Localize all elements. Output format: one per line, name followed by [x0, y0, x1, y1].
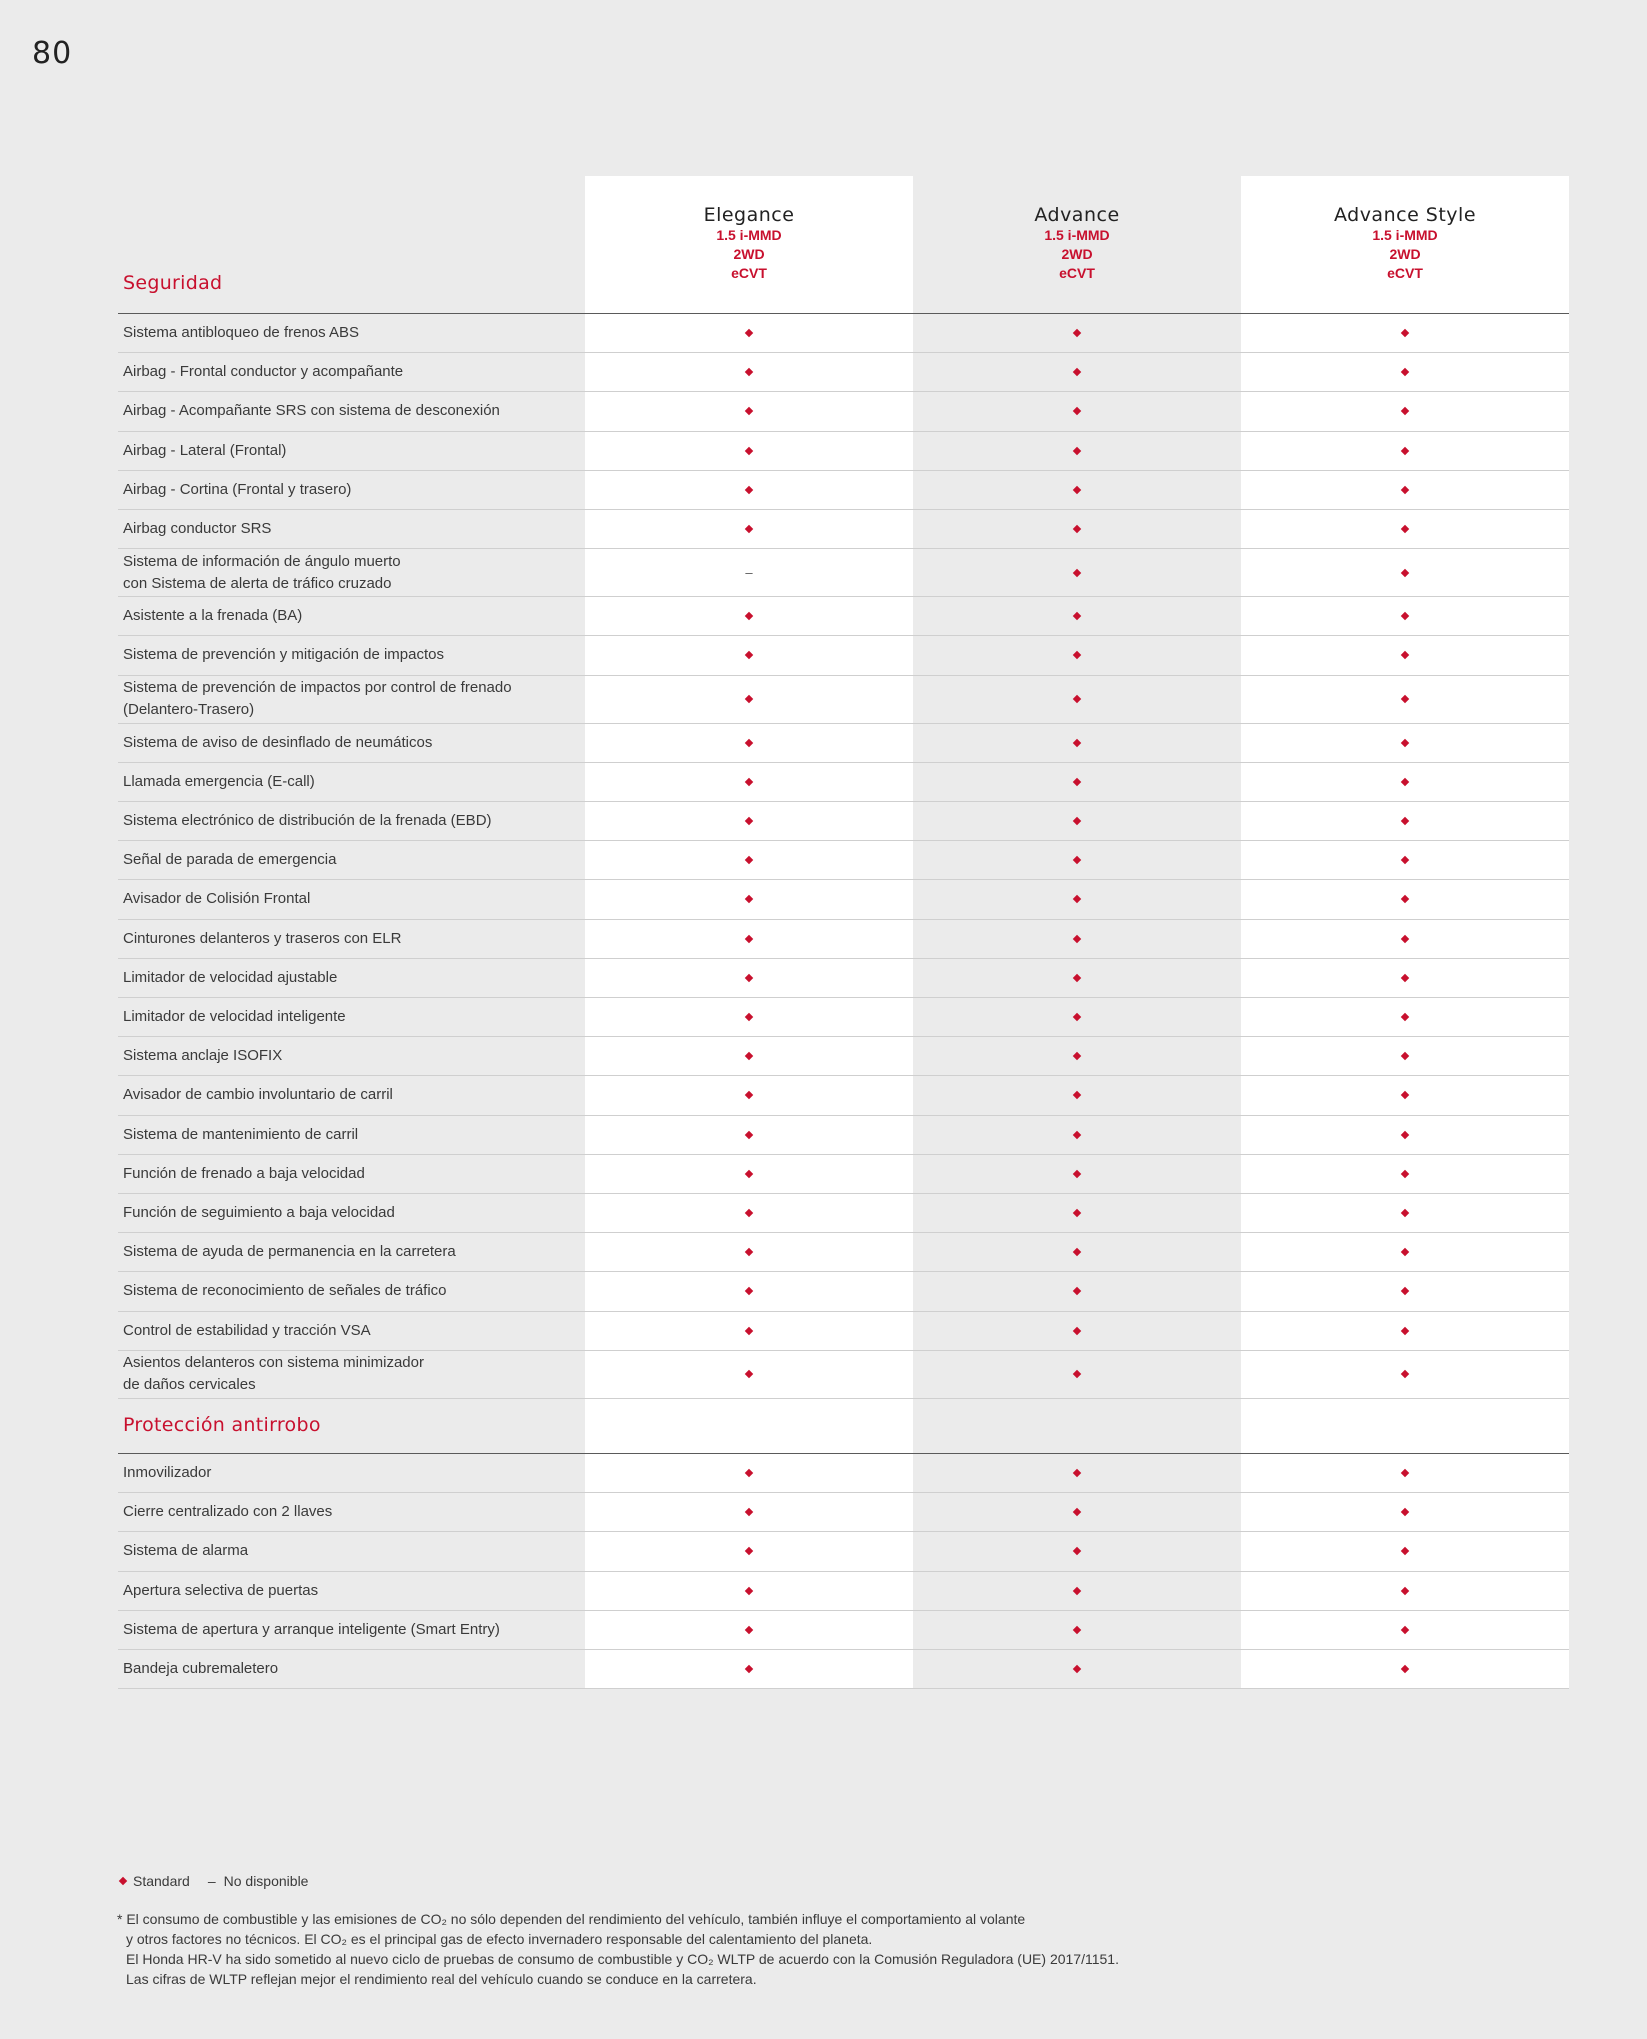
standard-diamond-icon [1073, 1508, 1081, 1516]
feature-label: Sistema de apertura y arranque inteligente (Smart Entry) [123, 1620, 500, 1638]
standard-diamond-icon [1073, 1287, 1081, 1295]
table-row [118, 1076, 1569, 1115]
standard-diamond-icon [1401, 651, 1409, 659]
feature-label: Control de estabilidad y tracción VSA [123, 1321, 371, 1339]
legend-not-available: No disponible [223, 1873, 309, 1889]
table-row [118, 1116, 1569, 1155]
table-row [118, 763, 1569, 802]
feature-cell [1241, 636, 1569, 674]
section-title: Protección antirrobo [123, 1414, 321, 1436]
feature-cell [585, 1650, 913, 1688]
table-row [118, 314, 1569, 353]
standard-diamond-icon [1401, 407, 1409, 415]
standard-diamond-icon [1073, 651, 1081, 659]
standard-diamond-icon [745, 1209, 753, 1217]
feature-cell [585, 1351, 913, 1398]
feature-label: Apertura selectiva de puertas [123, 1581, 319, 1599]
feature-cell [585, 636, 913, 674]
feature-cell [1241, 676, 1569, 723]
feature-cell [585, 998, 913, 1036]
feature-cell [1241, 353, 1569, 391]
standard-diamond-icon [1401, 329, 1409, 337]
standard-diamond-icon [1401, 1326, 1409, 1334]
feature-cell [913, 1532, 1241, 1570]
standard-diamond-icon [1073, 568, 1081, 576]
feature-cell [1241, 1572, 1569, 1610]
model-elegance [585, 176, 913, 313]
feature-cell [913, 1454, 1241, 1492]
model-name: Elegance [703, 204, 795, 226]
feature-cell [585, 1272, 913, 1310]
feature-cell [585, 471, 913, 509]
standard-diamond-icon [1401, 1248, 1409, 1256]
model-spec-transmission: eCVT [731, 265, 767, 281]
standard-diamond-icon [745, 329, 753, 337]
feature-cell [585, 1037, 913, 1075]
feature-cell [913, 1155, 1241, 1193]
table-row [118, 1351, 1569, 1399]
feature-cell [913, 549, 1241, 596]
feature-cell [913, 636, 1241, 674]
standard-diamond-icon [1401, 778, 1409, 786]
feature-label: Sistema anclaje ISOFIX [123, 1047, 283, 1065]
feature-cell [585, 841, 913, 879]
feature-cell [585, 1312, 913, 1350]
table-row [118, 353, 1569, 392]
standard-diamond-icon [1401, 1508, 1409, 1516]
standard-diamond-icon [1401, 856, 1409, 864]
standard-diamond-icon [1401, 895, 1409, 903]
table-row [118, 1611, 1569, 1650]
feature-cell [585, 802, 913, 840]
feature-cell [913, 1312, 1241, 1350]
feature-label: Asistente a la frenada (BA) [123, 607, 303, 625]
standard-diamond-icon [1073, 1248, 1081, 1256]
feature-cell [1241, 763, 1569, 801]
feature-cell [913, 392, 1241, 430]
feature-cell [1241, 471, 1569, 509]
feature-label: Sistema de alarma [123, 1542, 249, 1560]
standard-diamond-icon [1401, 1547, 1409, 1555]
feature-cell [1241, 841, 1569, 879]
feature-label: Limitador de velocidad ajustable [123, 968, 338, 986]
standard-diamond-icon [745, 738, 753, 746]
feature-cell [1241, 959, 1569, 997]
feature-cell [1241, 880, 1569, 918]
feature-label: Función de frenado a baja velocidad [123, 1164, 365, 1182]
standard-diamond-icon [745, 612, 753, 620]
feature-label: Función de seguimiento a baja velocidad [123, 1204, 395, 1222]
standard-diamond-icon [1073, 1170, 1081, 1178]
feature-cell [1241, 549, 1569, 596]
standard-diamond-icon [1401, 525, 1409, 533]
feature-cell [1241, 1272, 1569, 1310]
feature-cell [913, 471, 1241, 509]
model-header [585, 176, 1569, 313]
feature-cell [585, 1076, 913, 1114]
standard-diamond-icon [1401, 446, 1409, 454]
standard-diamond-icon [1073, 329, 1081, 337]
feature-cell [913, 1076, 1241, 1114]
feature-label: Sistema electrónico de distribución de la frenada (EBD) [123, 812, 492, 830]
feature-label: Sistema de prevención y mitigación de impactos [123, 646, 444, 664]
feature-label: Airbag - Frontal conductor y acompañante [123, 363, 404, 381]
standard-diamond-icon [1401, 486, 1409, 494]
feature-cell [585, 353, 913, 391]
standard-diamond-icon [745, 1287, 753, 1295]
standard-diamond-icon [745, 446, 753, 454]
table-row [118, 841, 1569, 880]
feature-label: Airbag conductor SRS [123, 520, 272, 538]
feature-cell [913, 959, 1241, 997]
feature-cell [585, 314, 913, 352]
feature-label: Sistema de ayuda de permanencia en la carretera [123, 1243, 456, 1261]
feature-cell [913, 1194, 1241, 1232]
feature-cell [913, 314, 1241, 352]
feature-cell [585, 880, 913, 918]
standard-diamond-icon [1073, 612, 1081, 620]
standard-diamond-icon [119, 1877, 127, 1885]
feature-cell [585, 510, 913, 548]
feature-cell [1241, 392, 1569, 430]
feature-label: Llamada emergencia (E-call) [123, 772, 315, 790]
feature-cell [913, 1037, 1241, 1075]
table-row [118, 510, 1569, 549]
standard-diamond-icon [1401, 1626, 1409, 1634]
standard-diamond-icon [1073, 934, 1081, 942]
footnote-line: Las cifras de WLTP reflejan mejor el rendimiento real del vehículo cuando se conduce en la carretera. [126, 1971, 757, 1987]
feature-label: Señal de parada de emergencia [123, 851, 337, 869]
standard-diamond-icon [1401, 738, 1409, 746]
standard-diamond-icon [745, 1013, 753, 1021]
feature-cell [585, 763, 913, 801]
feature-label: Sistema de aviso de desinflado de neumáticos [123, 733, 433, 751]
feature-cell [913, 1272, 1241, 1310]
feature-cell [913, 724, 1241, 762]
feature-label: Bandeja cubremaletero [123, 1660, 279, 1678]
table-row [118, 1572, 1569, 1611]
standard-diamond-icon [1401, 1052, 1409, 1060]
standard-diamond-icon [745, 1469, 753, 1477]
standard-diamond-icon [745, 1626, 753, 1634]
feature-cell [1241, 1650, 1569, 1688]
table-row [118, 1493, 1569, 1532]
feature-cell [913, 1650, 1241, 1688]
standard-diamond-icon [745, 1091, 753, 1099]
feature-cell [585, 724, 913, 762]
standard-diamond-icon [745, 407, 753, 415]
standard-diamond-icon [1073, 407, 1081, 415]
feature-cell [913, 841, 1241, 879]
standard-diamond-icon [745, 974, 753, 982]
standard-diamond-icon [1073, 778, 1081, 786]
standard-diamond-icon [1073, 1091, 1081, 1099]
feature-cell [585, 1572, 913, 1610]
model-spec-engine: 1.5 i-MMD [1044, 227, 1110, 243]
feature-cell [1241, 1116, 1569, 1154]
standard-diamond-icon [1073, 817, 1081, 825]
feature-cell [913, 1611, 1241, 1649]
standard-diamond-icon [1073, 1052, 1081, 1060]
feature-cell [1241, 1233, 1569, 1271]
feature-cell [913, 763, 1241, 801]
feature-cell [1241, 1076, 1569, 1114]
feature-cell [1241, 1611, 1569, 1649]
feature-cell [913, 1233, 1241, 1271]
standard-diamond-icon [1073, 1469, 1081, 1477]
legend-standard: Standard [133, 1873, 190, 1889]
standard-diamond-icon [1073, 1326, 1081, 1334]
feature-cell [1241, 1312, 1569, 1350]
feature-cell [1241, 998, 1569, 1036]
standard-diamond-icon [1401, 974, 1409, 982]
standard-diamond-icon [745, 486, 753, 494]
feature-label: Sistema de prevención de impactos por control de frenado (Delantero-Trasero) [123, 679, 512, 719]
standard-diamond-icon [745, 525, 753, 533]
feature-label: Airbag - Acompañante SRS con sistema de desconexión [123, 402, 500, 420]
feature-cell [1241, 1155, 1569, 1193]
feature-label: Inmovilizador [123, 1464, 212, 1482]
standard-diamond-icon [1401, 1469, 1409, 1477]
feature-cell [913, 1572, 1241, 1610]
feature-cell [913, 510, 1241, 548]
standard-diamond-icon [1401, 1665, 1409, 1673]
feature-cell [1241, 920, 1569, 958]
standard-diamond-icon [745, 856, 753, 864]
standard-diamond-icon [745, 1665, 753, 1673]
page-number: 80 [32, 36, 73, 71]
standard-diamond-icon [1401, 1130, 1409, 1138]
feature-label: Sistema de información de ángulo muerto con Sistema de alerta de tráfico cruzado [123, 552, 401, 592]
feature-cell [585, 1233, 913, 1271]
standard-diamond-icon [1073, 1547, 1081, 1555]
standard-diamond-icon [1073, 446, 1081, 454]
feature-cell [913, 1351, 1241, 1398]
feature-label: Avisador de Colisión Frontal [123, 890, 311, 908]
table-row [118, 1194, 1569, 1233]
standard-diamond-icon [745, 1547, 753, 1555]
standard-diamond-icon [1073, 1130, 1081, 1138]
standard-diamond-icon [745, 1248, 753, 1256]
standard-diamond-icon [1401, 695, 1409, 703]
table-row [118, 392, 1569, 431]
table-row [118, 1272, 1569, 1311]
standard-diamond-icon [1073, 1626, 1081, 1634]
standard-diamond-icon [1073, 895, 1081, 903]
model-name: Advance Style [1333, 204, 1477, 226]
not-available-dash-icon: – [207, 1873, 216, 1889]
standard-diamond-icon [1401, 1209, 1409, 1217]
feature-cell [585, 597, 913, 635]
feature-label: Sistema de mantenimiento de carril [123, 1125, 359, 1143]
standard-diamond-icon [1073, 368, 1081, 376]
feature-cell [1241, 432, 1569, 470]
standard-diamond-icon [1401, 1170, 1409, 1178]
footnote-line: El Honda HR-V ha sido sometido al nuevo ciclo de pruebas de consumo de combustible y CO₂ WLTP de acuerdo con la Comusión Reguladora (UE) 2017/1151. [126, 1951, 1119, 1967]
footnote-line: * El consumo de combustible y las emisiones de CO₂ no sólo dependen del rendimiento del vehículo, también influye el comportamiento al volante [117, 1911, 1026, 1927]
feature-cell [1241, 510, 1569, 548]
standard-diamond-icon [745, 895, 753, 903]
feature-cell [585, 432, 913, 470]
standard-diamond-icon [1401, 568, 1409, 576]
model-spec-transmission: eCVT [1387, 265, 1423, 281]
feature-cell [913, 1116, 1241, 1154]
standard-diamond-icon [1401, 1013, 1409, 1021]
feature-cell [1241, 724, 1569, 762]
legend [118, 1873, 308, 1889]
standard-diamond-icon [1073, 1586, 1081, 1594]
standard-diamond-icon [1401, 934, 1409, 942]
feature-cell [585, 676, 913, 723]
standard-diamond-icon [1401, 1586, 1409, 1594]
table-row [118, 1532, 1569, 1571]
feature-label: Airbag - Lateral (Frontal) [123, 441, 287, 459]
feature-cell [1241, 1493, 1569, 1531]
feature-cell [1241, 1037, 1569, 1075]
feature-cell [585, 1116, 913, 1154]
feature-cell [1241, 802, 1569, 840]
standard-diamond-icon [1073, 1370, 1081, 1378]
feature-cell [913, 920, 1241, 958]
feature-label: Cierre centralizado con 2 llaves [123, 1503, 333, 1521]
standard-diamond-icon [745, 817, 753, 825]
table-row [118, 549, 1569, 597]
standard-diamond-icon [745, 1326, 753, 1334]
table-row [118, 880, 1569, 919]
standard-diamond-icon [745, 778, 753, 786]
table-row [118, 802, 1569, 841]
standard-diamond-icon [745, 1170, 753, 1178]
standard-diamond-icon [1073, 974, 1081, 982]
feature-cell [1241, 597, 1569, 635]
model-spec-transmission: eCVT [1059, 265, 1095, 281]
feature-label: Asientos delanteros con sistema minimizador de daños cervicales [123, 1354, 424, 1394]
feature-label: Airbag - Cortina (Frontal y trasero) [123, 480, 352, 498]
standard-diamond-icon [1073, 695, 1081, 703]
feature-cell [585, 1194, 913, 1232]
standard-diamond-icon [1073, 1665, 1081, 1673]
model-spec-drive: 2WD [1061, 246, 1093, 262]
standard-diamond-icon [1073, 1209, 1081, 1217]
feature-label: Sistema de reconocimiento de señales de tráfico [123, 1282, 447, 1300]
model-spec-engine: 1.5 i-MMD [716, 227, 782, 243]
footnote-line: y otros factores no técnicos. El CO₂ es el principal gas de efecto invernadero responsable del calentamiento del planeta. [126, 1931, 873, 1947]
feature-cell [913, 353, 1241, 391]
feature-cell [913, 802, 1241, 840]
standard-diamond-icon [1401, 817, 1409, 825]
feature-cell [913, 676, 1241, 723]
model-advance-style [1241, 176, 1569, 313]
table-row [118, 1454, 1569, 1493]
model-spec-drive: 2WD [733, 246, 765, 262]
feature-cell [585, 1454, 913, 1492]
standard-diamond-icon [1401, 612, 1409, 620]
feature-cell [585, 920, 913, 958]
not-available-dash-icon: – [745, 565, 753, 581]
standard-diamond-icon [745, 1586, 753, 1594]
feature-cell [913, 880, 1241, 918]
feature-cell [585, 1532, 913, 1570]
standard-diamond-icon [1073, 738, 1081, 746]
standard-diamond-icon [745, 934, 753, 942]
feature-cell [1241, 314, 1569, 352]
standard-diamond-icon [745, 1130, 753, 1138]
feature-cell [1241, 1454, 1569, 1492]
table-row [118, 1037, 1569, 1076]
footnote [117, 1909, 1417, 1989]
standard-diamond-icon [1401, 368, 1409, 376]
table-row [118, 1312, 1569, 1351]
model-spec-drive: 2WD [1389, 246, 1421, 262]
feature-cell [585, 549, 913, 596]
table-row [118, 1650, 1569, 1689]
standard-diamond-icon [1073, 525, 1081, 533]
feature-cell [585, 1493, 913, 1531]
standard-diamond-icon [745, 1370, 753, 1378]
feature-cell [1241, 1351, 1569, 1398]
table-row [118, 1155, 1569, 1194]
standard-diamond-icon [745, 651, 753, 659]
feature-label: Limitador de velocidad inteligente [123, 1008, 346, 1026]
feature-cell [585, 959, 913, 997]
feature-cell [913, 432, 1241, 470]
standard-diamond-icon [1401, 1091, 1409, 1099]
table-row [118, 597, 1569, 636]
feature-cell [585, 392, 913, 430]
model-advance [913, 176, 1241, 313]
table-row [118, 636, 1569, 675]
model-name: Advance [1034, 204, 1120, 226]
table-row [118, 676, 1569, 724]
model-spec-engine: 1.5 i-MMD [1372, 227, 1438, 243]
table-row [118, 432, 1569, 471]
standard-diamond-icon [1401, 1370, 1409, 1378]
table-row [118, 998, 1569, 1037]
standard-diamond-icon [1073, 1013, 1081, 1021]
standard-diamond-icon [745, 368, 753, 376]
section-title: Seguridad [123, 272, 223, 294]
standard-diamond-icon [745, 1508, 753, 1516]
table-row [118, 1233, 1569, 1272]
feature-cell [1241, 1532, 1569, 1570]
feature-cell [913, 998, 1241, 1036]
standard-diamond-icon [1401, 1287, 1409, 1295]
feature-label: Avisador de cambio involuntario de carril [123, 1086, 393, 1104]
feature-label: Sistema antibloqueo de frenos ABS [123, 324, 359, 342]
table-row [118, 724, 1569, 763]
standard-diamond-icon [745, 1052, 753, 1060]
table-row [118, 471, 1569, 510]
feature-cell [913, 597, 1241, 635]
table-row [118, 920, 1569, 959]
table-row [118, 959, 1569, 998]
feature-cell [1241, 1194, 1569, 1232]
feature-label: Cinturones delanteros y traseros con ELR [123, 929, 402, 947]
standard-diamond-icon [1073, 856, 1081, 864]
standard-diamond-icon [745, 695, 753, 703]
standard-diamond-icon [1073, 486, 1081, 494]
feature-cell [585, 1611, 913, 1649]
feature-cell [913, 1493, 1241, 1531]
feature-cell [585, 1155, 913, 1193]
